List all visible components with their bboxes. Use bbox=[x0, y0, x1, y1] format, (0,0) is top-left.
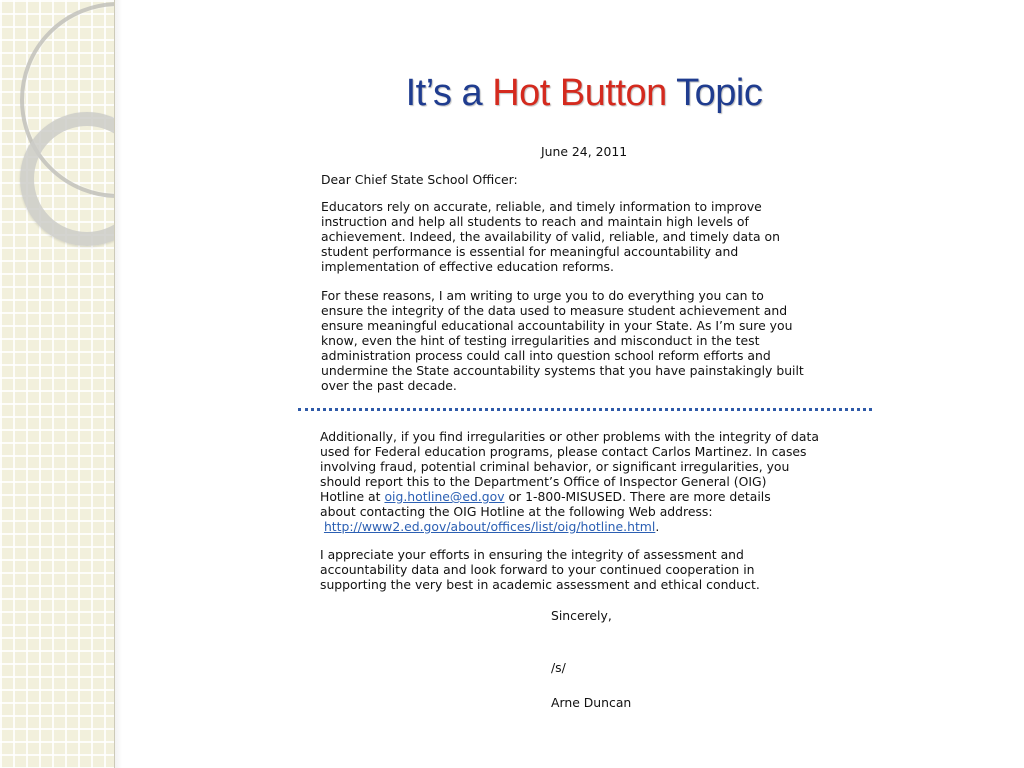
hotline-prefix: Hotline at bbox=[320, 489, 385, 504]
title-hot-button: Hot Button bbox=[492, 72, 667, 114]
oig-hotline-url-link[interactable]: http://www2.ed.gov/about/offices/list/oig/hotline.html bbox=[323, 519, 656, 534]
paragraph-line: implementation of effective education reforms. bbox=[321, 259, 614, 274]
panel-shadow bbox=[114, 0, 122, 768]
paragraph-line: ensure the integrity of the data used to measure student achievement and bbox=[321, 303, 788, 318]
paragraph-line: For these reasons, I am writing to urge you to do everything you can to bbox=[321, 288, 764, 303]
paragraph-line: I appreciate your efforts in ensuring the integrity of assessment and bbox=[320, 547, 744, 562]
paragraph-line: student performance is essential for meaningful accountability and bbox=[321, 244, 739, 259]
letter-closing: Sincerely, bbox=[551, 608, 612, 623]
paragraph-line: ensure meaningful educational accountability in your State. As I’m sure you bbox=[321, 318, 793, 333]
letter-signer-name: Arne Duncan bbox=[551, 695, 632, 710]
paragraph-line-hotline bbox=[320, 489, 880, 504]
paragraph-line: over the past decade. bbox=[321, 378, 457, 393]
title-part-1: It’s a bbox=[405, 72, 493, 114]
paragraph-line: about contacting the OIG Hotline at the following Web address: bbox=[320, 504, 713, 519]
letter-paragraph-4 bbox=[320, 547, 860, 592]
paragraph-line: should report this to the Department’s Office of Inspector General (OIG) bbox=[320, 474, 767, 489]
paragraph-line: know, even the hint of testing irregularities and misconduct in the test bbox=[321, 333, 760, 348]
paragraph-line: undermine the State accountability systems that you have painstakingly built bbox=[321, 363, 804, 378]
letter-signature: /s/ bbox=[551, 660, 566, 675]
paragraph-line: involving fraud, potential criminal behavior, or significant irregularities, you bbox=[320, 459, 790, 474]
paragraph-line: administration process could call into question school reform efforts and bbox=[321, 348, 771, 363]
paragraph-line-url bbox=[320, 519, 880, 534]
letter-paragraph-2 bbox=[321, 288, 861, 393]
decorative-grid-panel bbox=[0, 0, 115, 768]
paragraph-line: accountability data and look forward to your continued cooperation in bbox=[320, 562, 755, 577]
dotted-divider bbox=[298, 408, 872, 411]
paragraph-line: achievement. Indeed, the availability of valid, reliable, and timely data on bbox=[321, 229, 780, 244]
paragraph-line: instruction and help all students to reach and maintain high levels of bbox=[321, 214, 749, 229]
hotline-suffix: or 1-800-MISUSED. There are more details bbox=[504, 489, 771, 504]
letter-salutation: Dear Chief State School Officer: bbox=[321, 172, 518, 187]
slide-title bbox=[114, 72, 1024, 115]
paragraph-line: supporting the very best in academic assessment and ethical conduct. bbox=[320, 577, 760, 592]
paragraph-line: Educators rely on accurate, reliable, and timely information to improve bbox=[321, 199, 762, 214]
letter-paragraph-1 bbox=[321, 199, 861, 274]
paragraph-line: used for Federal education programs, please contact Carlos Martinez. In cases bbox=[320, 444, 807, 459]
letter-paragraph-3 bbox=[320, 429, 880, 534]
letter-date: June 24, 2011 bbox=[541, 144, 628, 159]
oig-email-link[interactable]: oig.hotline@ed.gov bbox=[384, 489, 505, 504]
paragraph-line: Additionally, if you find irregularities or other problems with the integrity of data bbox=[320, 429, 819, 444]
url-period: . bbox=[655, 519, 660, 534]
title-part-2: Topic bbox=[666, 72, 763, 114]
